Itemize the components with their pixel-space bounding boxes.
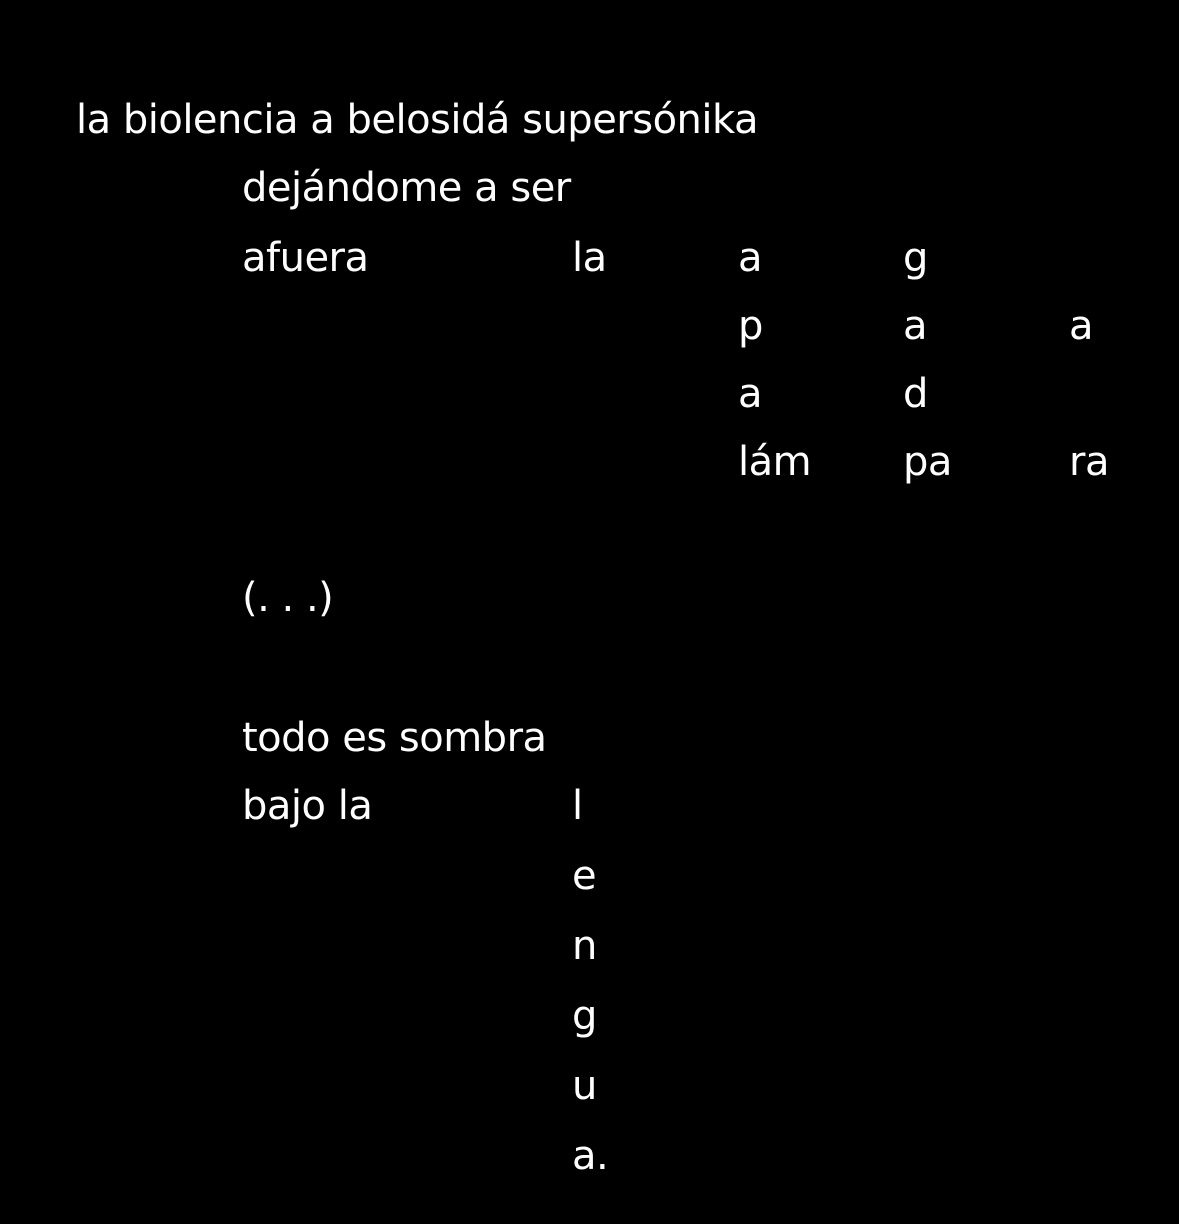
scatter-col-b-item: d — [903, 371, 928, 417]
scatter-col-b-item: pa — [903, 439, 952, 485]
poem-line-2: dejándome a ser — [242, 165, 571, 211]
poem-line-1: la biolencia a belosidá supersónika — [76, 97, 758, 143]
poem-line-5-word-bajo-la: bajo la — [242, 783, 373, 829]
vertical-letter: u — [572, 1063, 597, 1109]
scatter-col-a-item: a — [738, 235, 763, 281]
poem-line-3-word-la: la — [572, 235, 607, 281]
scatter-col-a-item: p — [738, 303, 763, 349]
poem-line-3-word-afuera: afuera — [242, 235, 369, 281]
scatter-col-b-item: a — [903, 303, 928, 349]
scatter-col-a-item: a — [738, 371, 763, 417]
vertical-letter: g — [572, 993, 597, 1039]
vertical-letter: n — [572, 923, 597, 969]
scatter-col-b-item: g — [903, 235, 928, 281]
scatter-col-a-item: lám — [738, 439, 812, 485]
vertical-letter: e — [572, 853, 597, 899]
poem-line-4: todo es sombra — [242, 715, 547, 761]
vertical-letter: a. — [572, 1133, 609, 1179]
scatter-col-c-item: ra — [1069, 439, 1109, 485]
ellipsis: (. . .) — [242, 575, 334, 621]
scatter-col-c-item: a — [1069, 303, 1094, 349]
vertical-letter: l — [572, 783, 583, 829]
